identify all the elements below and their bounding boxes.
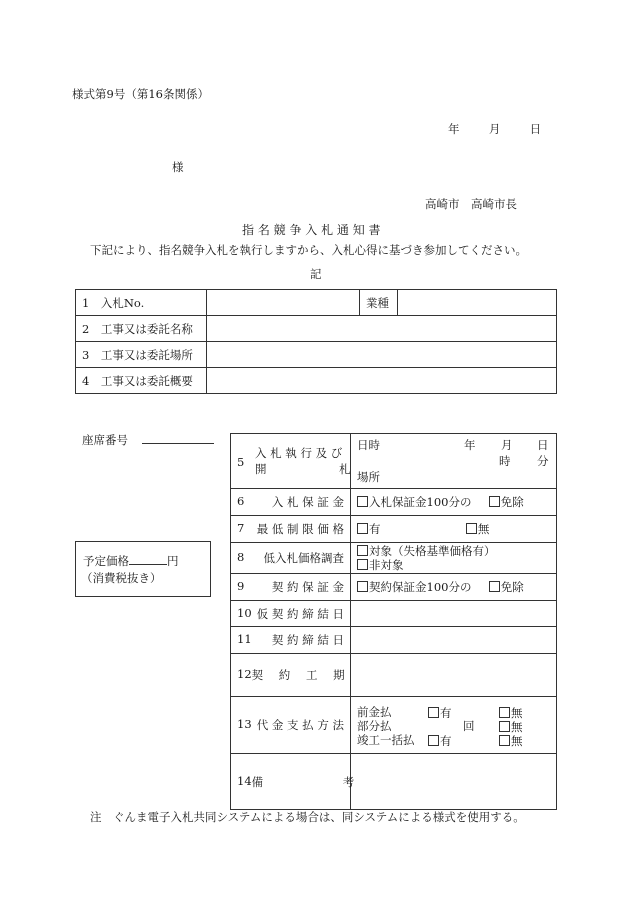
nichiji-minute: 分 [537, 454, 549, 468]
row8-opt2: 非対象 [369, 558, 404, 572]
row12-value-cell [351, 654, 557, 697]
estimate-note: （消費税抜き） [81, 571, 162, 585]
row3-label-cell: 3 工事又は委託場所 [76, 342, 207, 368]
row12-label-cell: 12 契 約 工 期 [231, 654, 351, 697]
table-row [231, 627, 557, 654]
row8-label-cell: 8 低入札価格調査 [231, 543, 351, 574]
table-row [76, 290, 557, 316]
detail-table [230, 433, 557, 810]
issuer: 高崎市 高崎市長 [425, 197, 517, 211]
checkbox[interactable] [357, 545, 368, 556]
gyoshu-value-cell [398, 290, 557, 316]
row8-value-cell [351, 543, 557, 574]
table-row [76, 342, 557, 368]
checkbox[interactable] [499, 735, 510, 746]
nichiji-hour: 時 [499, 454, 511, 468]
nichiji-month: 月 [501, 438, 513, 452]
row5-num: 5 [237, 455, 245, 469]
table-row [231, 754, 557, 810]
place-label: 場所 [357, 470, 380, 484]
table-row [231, 434, 557, 489]
row13-value-cell [351, 697, 557, 754]
row5-value-cell [351, 434, 557, 489]
maekin-label: 前金払 [357, 705, 392, 719]
estimate-underline [129, 564, 167, 565]
bubun-label: 部分払 [357, 719, 392, 733]
checkbox[interactable] [428, 707, 439, 718]
checkbox[interactable] [428, 735, 439, 746]
row10-label-cell: 10 仮 契 約 締 結 日 [231, 601, 351, 627]
checkbox[interactable] [499, 721, 510, 732]
addressee-suffix: 様 [172, 160, 184, 174]
row7-value-cell [351, 516, 557, 543]
seat-underline [142, 443, 214, 444]
table-row [231, 601, 557, 627]
checkbox[interactable] [489, 581, 500, 592]
bid-number-cell [207, 290, 360, 316]
row9-opt2: 免除 [500, 580, 524, 594]
gyoshu-label: 業種 [360, 290, 398, 316]
work-place-cell [207, 342, 557, 368]
nichiji-day: 日 [537, 438, 549, 452]
estimate-line [83, 556, 179, 568]
row9-opt1: 契約保証金100分の [369, 580, 472, 594]
table-row [76, 316, 557, 342]
row8-opt1: 対象（失格基準価格有） [369, 544, 496, 558]
form-number: 様式第9号（第16条関係） [72, 87, 209, 101]
estimate-unit: 円 [167, 554, 179, 568]
date-day: 日 [529, 122, 542, 136]
date-line [448, 124, 541, 136]
bubun-kai: 回 [463, 719, 475, 733]
nichiji-year: 年 [464, 438, 476, 452]
row4-label-cell: 4 工事又は委託概要 [76, 368, 207, 394]
table-row [231, 516, 557, 543]
row7-label-cell: 7 最 低 制 限 価 格 [231, 516, 351, 543]
date-month: 月 [488, 122, 501, 136]
work-name-cell [207, 316, 557, 342]
top-table [75, 289, 557, 394]
bubun-no: 無 [499, 721, 523, 734]
checkbox[interactable] [489, 496, 500, 507]
row10-value-cell [351, 601, 557, 627]
row7-opt1: 有 [369, 522, 381, 536]
shunko-label: 竣工一括払 [357, 733, 415, 747]
table-row [231, 697, 557, 754]
shunko-yes: 有 [428, 735, 452, 748]
nichiji-label: 日時 [357, 438, 380, 452]
checkbox[interactable] [466, 523, 477, 534]
shunko-no: 無 [499, 735, 523, 748]
row7-opt2: 無 [477, 522, 490, 536]
row1-label-cell: 1 入札No. [76, 290, 207, 316]
maekin-no: 無 [499, 707, 523, 720]
estimate-label: 予定価格 [83, 554, 129, 568]
row13-label-cell: 13 代 金 支 払 方 法 [231, 697, 351, 754]
row5-label-bottom-right: 札 [339, 462, 351, 476]
row9-label-cell: 9 契 約 保 証 金 [231, 574, 351, 601]
row6-label-cell: 6 入 札 保 証 金 [231, 489, 351, 516]
checkbox[interactable] [357, 559, 368, 570]
checkbox[interactable] [357, 523, 368, 534]
footnote: 注 ぐんま電子入札共同システムによる場合は、同システムによる様式を使用する。 [90, 810, 525, 824]
row6-opt2: 免除 [500, 495, 524, 509]
seat-label: 座席番号 [82, 433, 128, 447]
ki-label: 記 [310, 267, 322, 281]
row9-value-cell [351, 574, 557, 601]
maekin-yes: 有 [428, 707, 452, 720]
table-row [231, 654, 557, 697]
table-row [231, 574, 557, 601]
estimate-box [75, 541, 211, 597]
checkbox[interactable] [499, 707, 510, 718]
table-row [76, 368, 557, 394]
row5-label-cell [231, 434, 351, 489]
row14-label-cell: 14 備 考 [231, 754, 351, 810]
row11-label-cell: 11 契 約 締 結 日 [231, 627, 351, 654]
row5-label-bottom-left: 開 [255, 462, 267, 476]
date-year: 年 [448, 122, 460, 136]
checkbox[interactable] [357, 496, 368, 507]
intro-text: 下記により、指名競争入札を執行しますから、入札心得に基づき参加してください。 [90, 243, 527, 257]
row5-label-top: 入 札 執 行 及 び [255, 446, 343, 460]
document-title: 指 名 競 争 入 札 通 知 書 [242, 223, 381, 237]
checkbox[interactable] [357, 581, 368, 592]
table-row [231, 489, 557, 516]
seat-number [82, 435, 214, 447]
row11-value-cell [351, 627, 557, 654]
row6-opt1: 入札保証金100分の [369, 495, 472, 509]
row2-label-cell: 2 工事又は委託名称 [76, 316, 207, 342]
row6-value-cell [351, 489, 557, 516]
work-summary-cell [207, 368, 557, 394]
table-row [231, 543, 557, 574]
